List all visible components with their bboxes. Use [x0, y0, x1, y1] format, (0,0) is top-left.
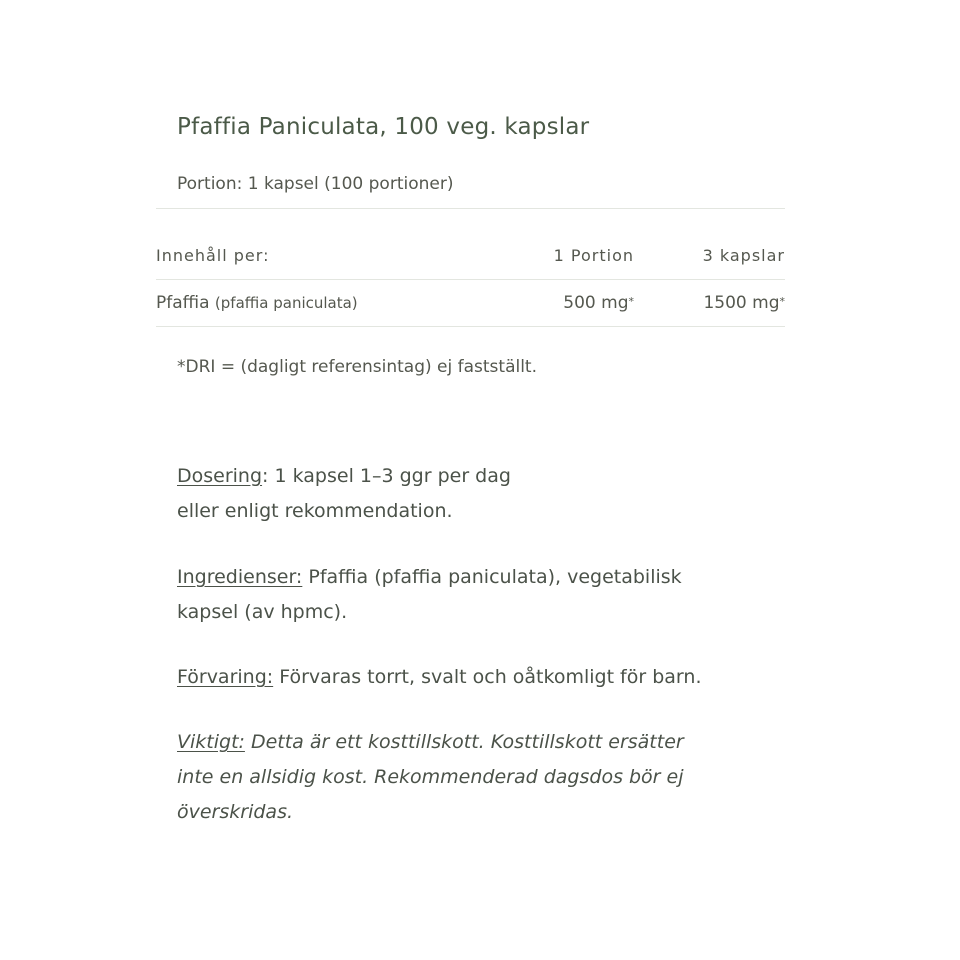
ingredient-name: Pfaffia	[156, 293, 210, 313]
important-key: Viktigt:	[177, 731, 245, 753]
dosage-section	[177, 459, 511, 529]
dri-footnote: *DRI = (dagligt referensintag) ej fastställt.	[177, 357, 538, 377]
storage-text: Förvaras torrt, svalt och oåtkomligt för barn.	[273, 666, 702, 688]
portion-info: Portion: 1 kapsel (100 portioner)	[177, 174, 454, 194]
dosage-key: Dosering	[177, 465, 263, 487]
dosage-text-line-1: : 1 kapsel 1–3 ggr per dag	[262, 465, 511, 487]
product-title: Pfaffia Paniculata, 100 veg. kapslar	[177, 114, 590, 140]
amount-per-3-capsules: 1500 mg	[703, 293, 780, 313]
amount-per-3-capsules-cell	[703, 288, 785, 318]
storage-section	[177, 660, 702, 695]
important-text-line-3: överskridas.	[177, 801, 294, 823]
amount-per-portion-cell	[563, 288, 634, 318]
table-header-label: Innehåll per:	[156, 246, 270, 265]
important-text-line-1: Detta är ett kosttillskott. Kosttillskott ersätter	[244, 731, 684, 753]
footnote-mark: *	[779, 295, 785, 308]
table-header-portion: 1 Portion	[553, 246, 634, 265]
amount-per-portion: 500 mg	[563, 293, 629, 313]
storage-key: Förvaring:	[177, 666, 274, 688]
footnote-mark: *	[628, 295, 634, 308]
ingredients-section	[177, 560, 682, 630]
ingredient-name-cell	[156, 288, 358, 318]
table-row	[156, 288, 785, 318]
divider	[156, 208, 785, 209]
ingredient-latin-name: (pfaffia paniculata)	[214, 294, 358, 312]
divider	[156, 326, 785, 327]
ingredients-key: Ingredienser:	[177, 566, 303, 588]
table-header-capsules: 3 kapslar	[702, 246, 785, 265]
table-header-row	[156, 241, 785, 271]
ingredients-text-line-2: kapsel (av hpmc).	[177, 601, 348, 623]
important-section	[177, 725, 684, 830]
important-text-line-2: inte en allsidig kost. Rekommenderad dagsdos bör ej	[177, 766, 684, 788]
ingredients-text-line-1: Pfaffia (pfaffia paniculata), vegetabilisk	[302, 566, 682, 588]
dosage-text-line-2: eller enligt rekommendation.	[177, 500, 453, 522]
divider	[156, 279, 785, 280]
